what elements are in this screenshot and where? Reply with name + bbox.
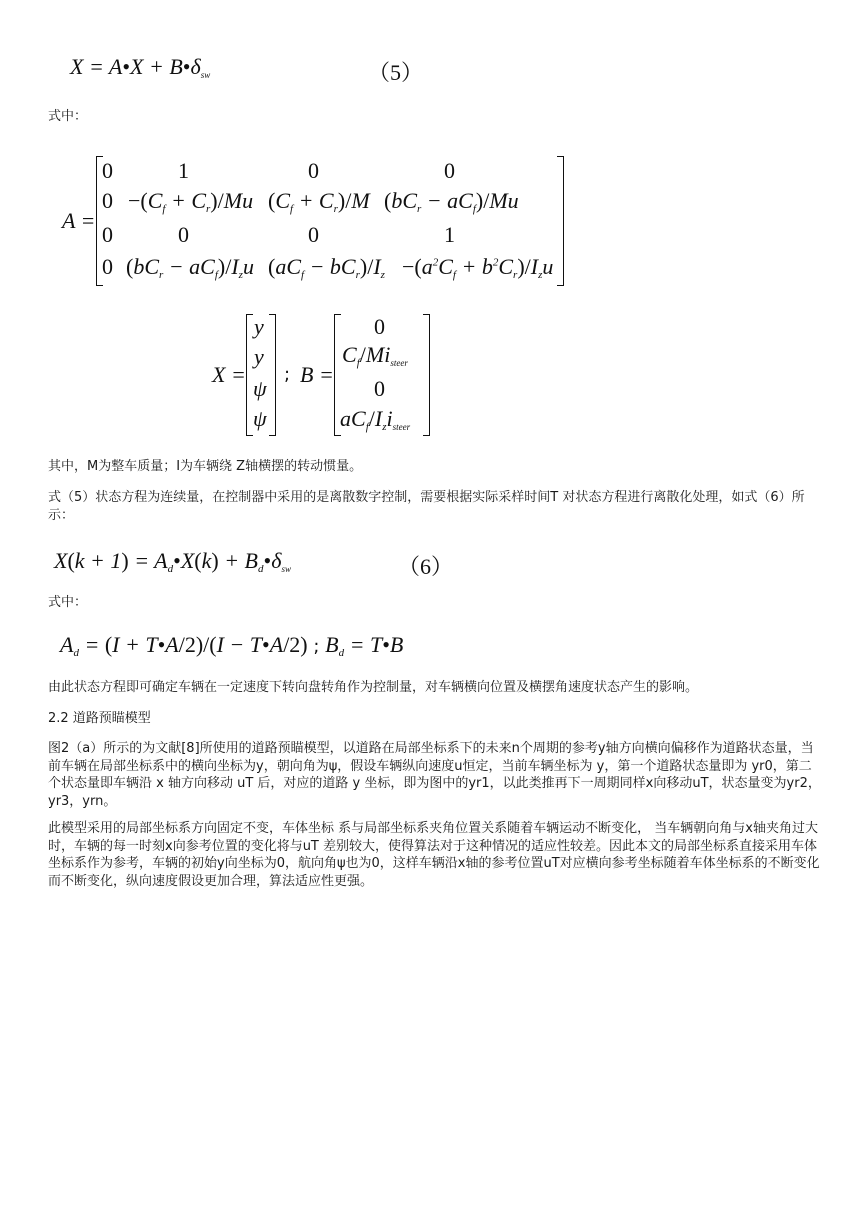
semicolon: ; bbox=[284, 364, 291, 385]
matrix-a-label: A = bbox=[62, 208, 96, 233]
paragraph-preview-model: 图2（a）所示的为文献[8]所使用的道路预瞄模型，以道路在局部坐标系下的未来n个周期的参考y轴方向横向偏移作为道路状态量，当前车辆在局部坐标系中的横向坐标为y，朝向角为ψ，假设车辆纵向速度u恒定，当前车辆坐标为 y，第一个道路状态量即为 yr0，第二个状态量即车辆沿 x 轴方向移动 uT 后，对应的道路 y 坐标，即为图中的yr1，以此类推再下一周期同样x向移动uT，状态量变为yr2，yr3，yrn。 bbox=[48, 741, 821, 809]
vector-x-label: X = bbox=[212, 362, 246, 387]
equation-5: X = A•X + $B•\delta_{sw}$ bbox=[70, 54, 211, 80]
matrix-a: 0 1 0 0 0 $-(C_f + C_r)/Mu$ $(C_f + C_r)/M$ $(bC_r - aC_f)/Mu$ 0 0 0 1 0 $(bC_r - aC_f)/I_zu$ $(aC_f - bC_r)/I_z$ $-(a^2C_f + b^2C_r)/I_zu$ bbox=[96, 156, 564, 286]
vector-x: y y ψ ψ bbox=[246, 314, 276, 436]
paragraph-control: 由此状态方程即可确定车辆在一定速度下转向盘转角作为控制量，对车辆横向位置及横摆角速度状态产生的影响。 bbox=[48, 680, 699, 695]
equation-5-number: （5） bbox=[368, 60, 424, 85]
section-heading: 2.2 道路预瞄模型 bbox=[48, 711, 151, 726]
equation-6-number: （6） bbox=[398, 554, 454, 579]
where-label-2: 式中： bbox=[48, 595, 88, 610]
equation-discrete-matrices: $A_d = (I$ + T•A/2)/(I − T•A/2) ; $B_d$ = T•B bbox=[60, 632, 404, 659]
paragraph-coordinate-system: 此模型采用的局部坐标系方向固定不变，车体坐标 系与局部坐标系夹角位置关系随着车辆运动不断变化， 当车辆朝向角与x轴夹角过大时，车辆的每一时刻x向参考位置的变化将与uT 差别较大，使得算法对于这种情况的适应性较差。因此本文的局部坐标系直接采用车体坐标系作为参考，车辆的初始y向坐标为0，航向角ψ也为0，这样车辆沿x轴的参考位置uT对应横向参考坐标随着车体坐标系的不断变化而不断变化，纵向速度假设更加合理，算法适应性更强。 bbox=[48, 821, 820, 889]
paragraph-discretization: 式（5）状态方程为连续量，在控制器中采用的是离散数字控制，需要根据实际采样时间T 对状态方程进行离散化处理，如式（6）所示： bbox=[48, 490, 805, 523]
vector-b: 0 $C_f/Mi_{steer}$ 0 $aC_f/I_zi_{steer}$ bbox=[334, 314, 430, 436]
where-label-1: 式中： bbox=[48, 109, 88, 124]
paragraph-inertia: 其中，M为整车质量；I为车辆绕 Z轴横摆的转动惯量。 bbox=[48, 459, 363, 474]
equation-6: $X(k + 1) = A_d•X(k)$ + $B_d•\delta_{sw}$ bbox=[54, 548, 291, 575]
vector-b-label: B = bbox=[300, 362, 334, 387]
